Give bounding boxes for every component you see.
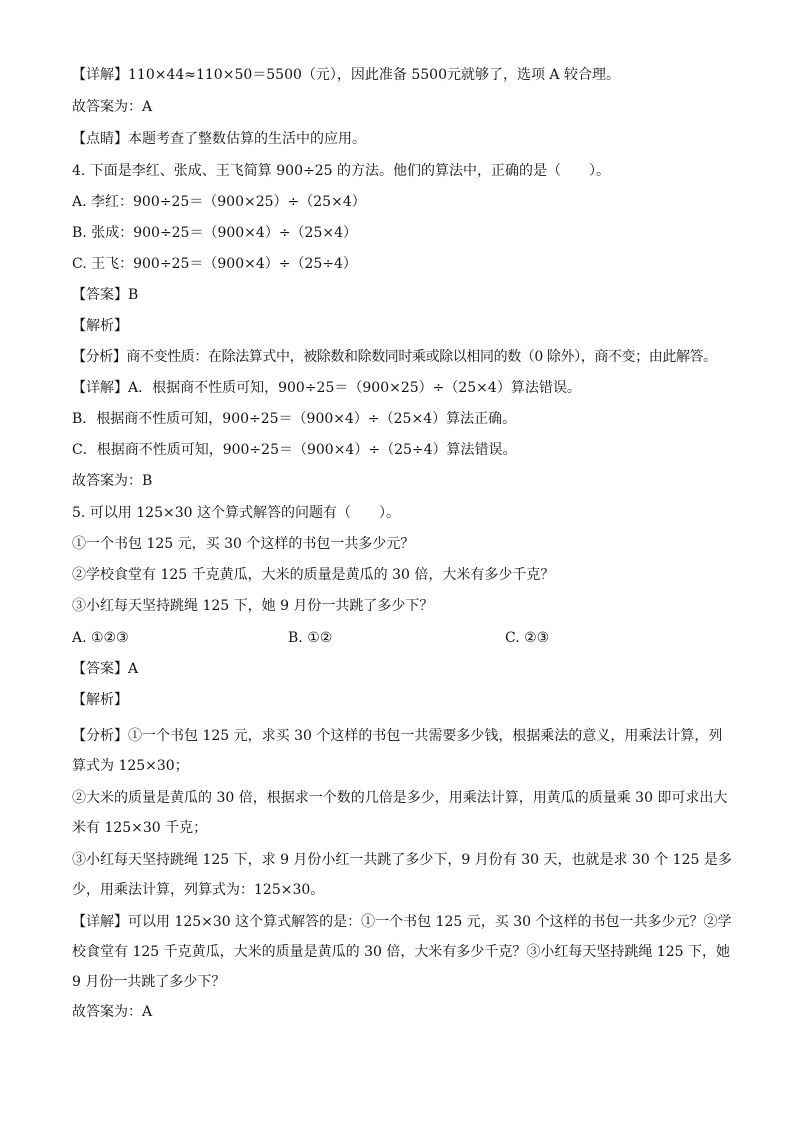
q4-option-a: A. 李红：900÷25＝（900×25）÷（25×4） — [72, 194, 366, 210]
q4-detail-c: C．根据商不性质可知，900÷25＝（900×4）÷（25÷4）算法错误。 — [72, 442, 517, 458]
q5-analysis-3: ③小红每天坚持跳绳 125 下，求 9 月份小红一共跳了多少下，9 月份有 30 天，也就是求 30 个 125 是多少，用乘法计算，列算式为：125×30。 — [72, 852, 732, 898]
q4-detail-a: 【详解】A．根据商不性质可知，900÷25＝（900×25）÷（25×4）算法错误。 — [72, 380, 581, 396]
q5-detail: 【详解】可以用 125×30 这个算式解答的是：①一个书包 125 元，买 30 个这样的书包一共多少元？②学校食堂有 125 千克黄瓜，大米的质量是黄瓜的 30 倍，大米有多少千克？③小红每天坚持跳绳 125 下，她 9 月份一共跳了多少下？ — [72, 914, 732, 990]
q5-analysis-header: 【解析】 — [72, 692, 128, 708]
q4-analysis: 【分析】商不变性质：在除法算式中，被除数和除数同时乘或除以相同的数（0 除外），商不变；由此解答。 — [72, 349, 717, 365]
q3-comment: 【点睛】本题考查了整数估算的生活中的应用。 — [72, 131, 366, 147]
q5-item-3: ③小红每天坚持跳绳 125 下，她 9 月份一共跳了多少下？ — [72, 598, 434, 614]
q5-answer-line: 故答案为：A — [72, 1004, 153, 1020]
q5-option-b: B. ①② — [288, 630, 333, 646]
q5-option-a: A. ①②③ — [72, 630, 129, 646]
q3-answer-line: 故答案为：A — [72, 99, 153, 115]
q5-question: 5. 可以用 125×30 这个算式解答的问题有（ ）。 — [72, 505, 400, 521]
q4-analysis-header: 【解析】 — [72, 318, 128, 334]
q5-option-c: C. ②③ — [505, 630, 550, 646]
q5-item-2: ②学校食堂有 125 千克黄瓜，大米的质量是黄瓜的 30 倍，大米有多少千克？ — [72, 567, 555, 583]
q3-detail: 【详解】110×44≈110×50＝5500（元），因此准备 5500元就够了，选项 A 较合理。 — [72, 67, 620, 83]
q4-answer-line: 故答案为：B — [72, 473, 153, 489]
q4-option-c: C. 王飞：900÷25＝（900×4）÷（25÷4） — [72, 256, 357, 272]
q5-item-1: ①一个书包 125 元，买 30 个这样的书包一共多少元？ — [72, 536, 415, 552]
q5-analysis-2: ②大米的质量是黄瓜的 30 倍，根据求一个数的几倍是多少，用乘法计算，用黄瓜的质量乘 30 即可求出大米有 125×30 千克； — [72, 790, 728, 836]
q4-option-b: B. 张成：900÷25＝（900×4）÷（25×4） — [72, 225, 357, 241]
q4-detail-b: B．根据商不性质可知，900÷25＝（900×4）÷（25×4）算法正确。 — [72, 411, 517, 427]
q4-answer: 【答案】B — [72, 287, 139, 303]
q5-answer: 【答案】A — [72, 661, 139, 677]
q4-question: 4. 下面是李红、张成、王飞简算 900÷25 的方法。他们的算法中，正确的是（ ）。 — [72, 163, 610, 179]
q5-analysis-1: 【分析】①一个书包 125 元，求买 30 个这样的书包一共需要多少钱，根据乘法的意义，用乘法计算，列算式为 125×30； — [72, 728, 723, 774]
